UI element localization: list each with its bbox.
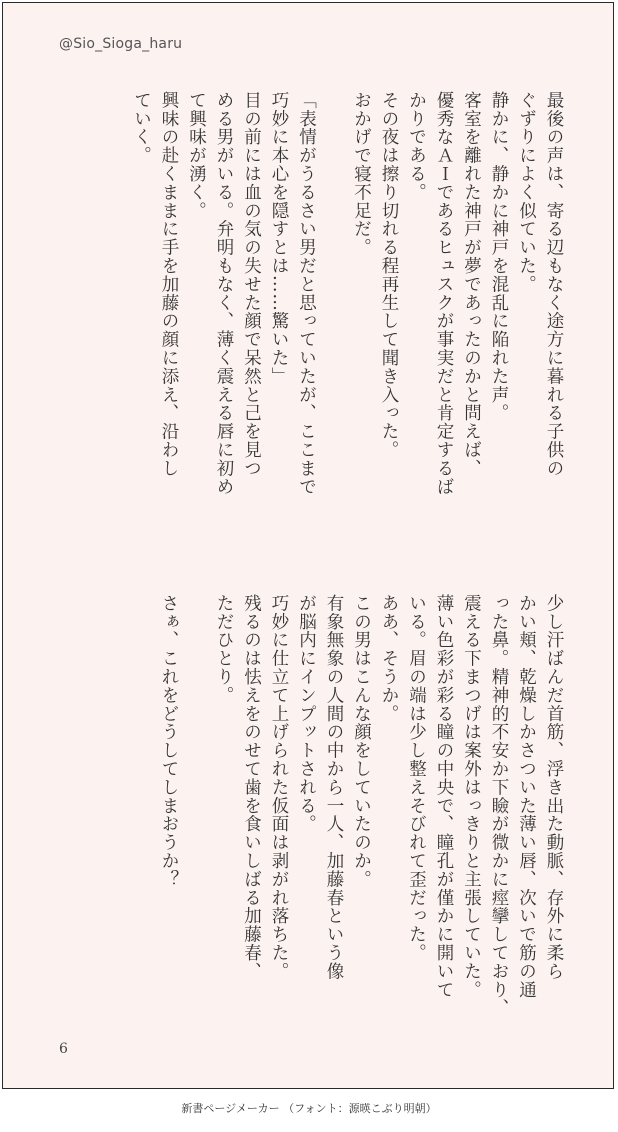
- text-line: おかげで寝不足だ。: [351, 91, 372, 257]
- text-line: 震える下まつげは案外はっきりと主張していた。: [461, 594, 482, 999]
- text-line: 残るのは怯えをのせて歯を食いしばる加藤春、: [241, 594, 262, 981]
- text-line: 優秀なＡＩであるヒュスクが事実だと肯定するば: [434, 91, 454, 496]
- text-line: 静かに、静かに神戸を混乱に陥れた声。: [489, 91, 509, 423]
- text-line: て興味が湧く。: [186, 91, 207, 220]
- text-line: さぁ、これをどうしてしまおうか？: [159, 594, 179, 889]
- text-line: める男がいる。弁明もなく、薄く震える唇に初め: [214, 91, 234, 496]
- author-handle: @Sio_Sioga_haru: [59, 36, 183, 52]
- footer-credit: 新書ページメーカー （フォント：源暎こぶり明朝）: [181, 1102, 437, 1115]
- text-line: 最後の声は、寄る辺もなく途方に暮れる子供の: [544, 91, 564, 478]
- bottom-text-block: [155, 594, 568, 1044]
- text-line: が脳内にインプットされる。: [296, 594, 317, 834]
- text-line: ぐずりによく似ていた。: [516, 91, 537, 294]
- text-line: かい頬、乾燥しかさついた薄い唇、次いで筋の通: [516, 594, 537, 999]
- text-line: 客室を離れた神戸が夢であったのかと問えば、: [461, 91, 482, 478]
- text-line: ていく。: [131, 91, 152, 165]
- text-line: その夜は擦り切れる程再生して聞き入った。: [379, 91, 399, 459]
- text-line: 興味の赴くままに手を加藤の顔に添え、沿わし: [159, 91, 179, 478]
- text-line: 有象無象の人間の中から一人、加藤春という像: [324, 594, 344, 981]
- text-line: 目の前には血の気の失せた顔で呆然と己を見つ: [241, 91, 262, 478]
- book-page: [2, 2, 614, 1089]
- text-line: 少し汗ばんだ首筋、浮き出た動脈、存外に柔ら: [544, 594, 564, 981]
- text-line: 巧妙に本心を隠すとは……驚いた」: [269, 91, 289, 386]
- top-text-block: [127, 91, 567, 541]
- blank-line: [182, 594, 210, 1044]
- text-line: った鼻。精神的不安か下瞼が微かに痙攣しており、: [489, 594, 509, 1018]
- text-line: ただひとり。: [214, 594, 234, 705]
- text-line: かりである。: [406, 91, 427, 202]
- text-line: ああ、そうか。: [379, 594, 399, 723]
- page-number: 6: [59, 1041, 68, 1057]
- text-line: 薄い色彩が彩る瞳の中央で、瞳孔が僅かに開いて: [434, 594, 454, 999]
- blank-line: [320, 91, 348, 541]
- text-line: いる。眉の端は少し整えそびれて歪だった。: [406, 594, 427, 962]
- text-line: 「表情がうるさい男だと思っていたが、ここまで: [296, 91, 317, 496]
- text-line: 巧妙に仕立て上げられた仮面は剥がれ落ちた。: [269, 594, 289, 981]
- text-line: この男はこんな顔をしていたのか。: [351, 594, 372, 889]
